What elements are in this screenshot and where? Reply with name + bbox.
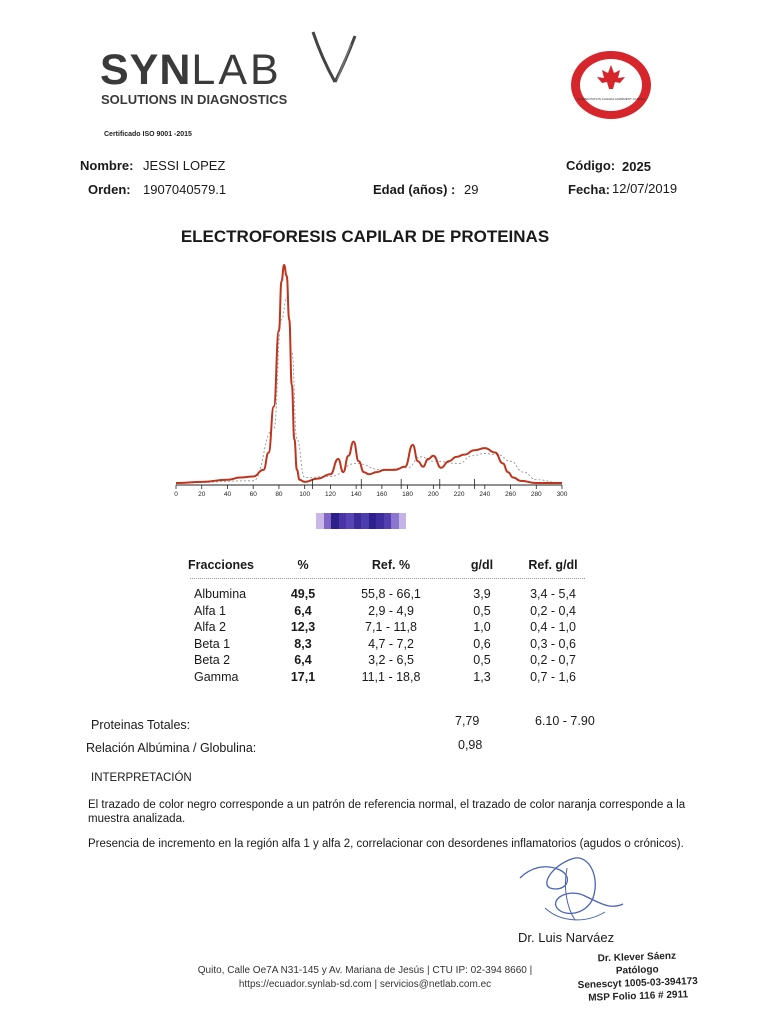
header-gdl: g/dl [470, 558, 494, 572]
accreditation-badge-icon [568, 48, 654, 122]
reference-trace [176, 298, 562, 483]
edad-value: 29 [464, 182, 479, 197]
fraction-ref-percent: 2,9 - 4,9 [368, 603, 414, 618]
stamp-block [569, 949, 706, 1006]
handwritten-signature [505, 848, 635, 930]
electrophoresis-gel-band [316, 513, 406, 529]
gel-band-segment [369, 513, 377, 529]
stamp-line-1: Dr. Klever Sáenz [597, 950, 677, 965]
interpretation-heading: INTERPRETACIÓN [91, 772, 192, 784]
x-tick-label: 60 [249, 491, 257, 498]
fraction-ref-percent: 4,7 - 7,2 [368, 636, 414, 651]
gel-band-segment [354, 513, 362, 529]
gel-band-segment [346, 513, 354, 529]
sample-trace [176, 265, 562, 483]
fraction-name: Alfa 2 [194, 620, 226, 635]
fraction-name: Beta 2 [194, 653, 231, 668]
fraction-percent: 6,4 [294, 603, 312, 618]
fraction-gdl: 0,5 [473, 603, 491, 618]
x-tick-label: 120 [324, 491, 336, 498]
fraction-ref-gdl: 0,3 - 0,6 [530, 636, 576, 651]
fraction-ref-gdl: 0,7 - 1,6 [530, 669, 576, 684]
footer-contact: https://ecuador.synlab-sd.com | servicios@netlab.com.ec [238, 979, 492, 990]
fraction-ref-gdl: 0,2 - 0,4 [530, 603, 576, 618]
gel-band-segment [316, 513, 324, 529]
header-ref-gdl: Ref. g/dl [528, 558, 578, 572]
gel-band-segment [376, 513, 384, 529]
x-tick-label: 220 [453, 491, 465, 498]
x-tick-label: 80 [275, 491, 283, 498]
nombre-label: Nombre: [80, 158, 134, 173]
edad-label: Edad (años) : [373, 182, 456, 197]
stamp-line-4: MSP Folio 116 # 2911 [588, 989, 689, 1004]
header-ref-percent: Ref. % [371, 558, 411, 572]
fraction-ref-percent: 3,2 - 6,5 [368, 653, 414, 668]
orden-label: Orden: [88, 182, 131, 197]
fraction-gdl: 0,5 [473, 653, 491, 668]
fraction-name: Gamma [194, 669, 239, 684]
table-row [188, 636, 598, 653]
badge-text: ACCREDITATION CANADA AGRÉMENT CANADA [576, 97, 646, 101]
proteinas-totales-ref: 6.10 - 7.90 [535, 714, 595, 728]
fraction-ref-gdl: 3,4 - 5,4 [530, 587, 576, 602]
fraction-ref-gdl: 0,2 - 0,7 [530, 653, 576, 668]
x-tick-label: 180 [402, 491, 414, 498]
x-tick-label: 160 [376, 491, 388, 498]
fraction-ref-gdl: 0,4 - 1,0 [530, 620, 576, 635]
report-title: ELECTROFORESIS CAPILAR DE PROTEINAS [180, 227, 550, 246]
gel-band-segment [391, 513, 399, 529]
fraction-ref-percent: 7,1 - 11,8 [365, 620, 417, 635]
header-percent: % [297, 558, 309, 572]
iso-certification: Certificado ISO 9001 -2015 [104, 131, 192, 138]
fraction-percent: 17,1 [290, 669, 316, 684]
gel-band-segment [384, 513, 392, 529]
fraction-percent: 49,5 [290, 587, 316, 602]
fraction-gdl: 1,3 [473, 669, 491, 684]
gel-band-segment [339, 513, 347, 529]
gel-band-segment [331, 513, 339, 529]
table-row [188, 619, 598, 636]
x-tick-label: 140 [350, 491, 362, 498]
signer-name: Dr. Luis Narváez [518, 930, 615, 945]
gel-band-segment [361, 513, 369, 529]
x-tick-label: 40 [223, 491, 232, 498]
nombre-value: JESSI LOPEZ [143, 158, 226, 173]
relacion-label: Relación Albúmina / Globulina: [86, 741, 257, 755]
footer-address: Quito, Calle Oe7A N31-145 y Av. Mariana de Jesús | CTU IP: 02-394 8660 | [197, 965, 533, 976]
stamp-line-3: Senescyt 1005-03-394173 [577, 975, 698, 992]
x-tick-label: 240 [479, 491, 491, 498]
logo-subtitle: SOLUTIONS IN DIAGNOSTICS [101, 92, 288, 107]
codigo-value: 2025 [622, 159, 651, 174]
table-row [188, 669, 598, 686]
interpretation-paragraph-2: Presencia de incremento en la región alfa 1 y alfa 2, correlacionar con desordenes inflamatorios (agudos o crónicos). [88, 838, 684, 850]
x-tick-label: 20 [198, 491, 206, 498]
proteinas-totales-value: 7,79 [455, 714, 480, 728]
fraction-name: Beta 1 [194, 636, 231, 651]
fraction-percent: 8,3 [294, 636, 312, 651]
fraction-percent: 12,3 [290, 620, 316, 635]
fecha-label: Fecha: [568, 182, 610, 197]
header-fracciones: Fracciones [188, 558, 255, 572]
fraction-name: Albumina [194, 587, 247, 602]
synlab-logo [100, 46, 282, 95]
interpretation-paragraph-1: El trazado de color negro corresponde a un patrón de referencia normal, el trazado de color naranja corresponde a la muestra analizada. [88, 799, 686, 825]
fraction-gdl: 1,0 [473, 620, 491, 635]
gel-band-segment [399, 513, 407, 529]
x-tick-label: 200 [427, 491, 439, 498]
relacion-value: 0,98 [458, 738, 483, 752]
proteinas-totales-label: Proteinas Totales: [91, 718, 191, 732]
logo-lab: LAB [191, 46, 282, 94]
x-tick-label: 300 [556, 491, 568, 498]
table-row [188, 652, 598, 669]
fraction-ref-percent: 11,1 - 18,8 [361, 669, 421, 684]
logo-swoosh-icon [305, 30, 365, 90]
x-tick-label: 100 [299, 491, 311, 498]
fraction-gdl: 3,9 [473, 587, 491, 602]
table-row [188, 603, 598, 620]
fraction-percent: 6,4 [294, 653, 312, 668]
fraction-gdl: 0,6 [473, 636, 491, 651]
logo-syn: SYN [100, 46, 192, 94]
fraction-ref-percent: 55,8 - 66,1 [361, 587, 421, 602]
x-tick-label: 260 [505, 491, 516, 498]
fraction-name: Alfa 1 [194, 603, 226, 618]
x-tick-label: 0 [174, 491, 178, 498]
gel-band-segment [324, 513, 332, 529]
x-tick-label: 280 [530, 491, 542, 498]
table-divider [190, 578, 585, 579]
stamp-line-2: Patólogo [615, 964, 659, 977]
electrophoresis-chart [160, 255, 580, 505]
fecha-value: 12/07/2019 [612, 181, 678, 196]
codigo-label: Código: [566, 158, 616, 173]
table-row [188, 586, 598, 603]
orden-value: 1907040579.1 [143, 182, 227, 197]
fractions-table [188, 556, 598, 685]
